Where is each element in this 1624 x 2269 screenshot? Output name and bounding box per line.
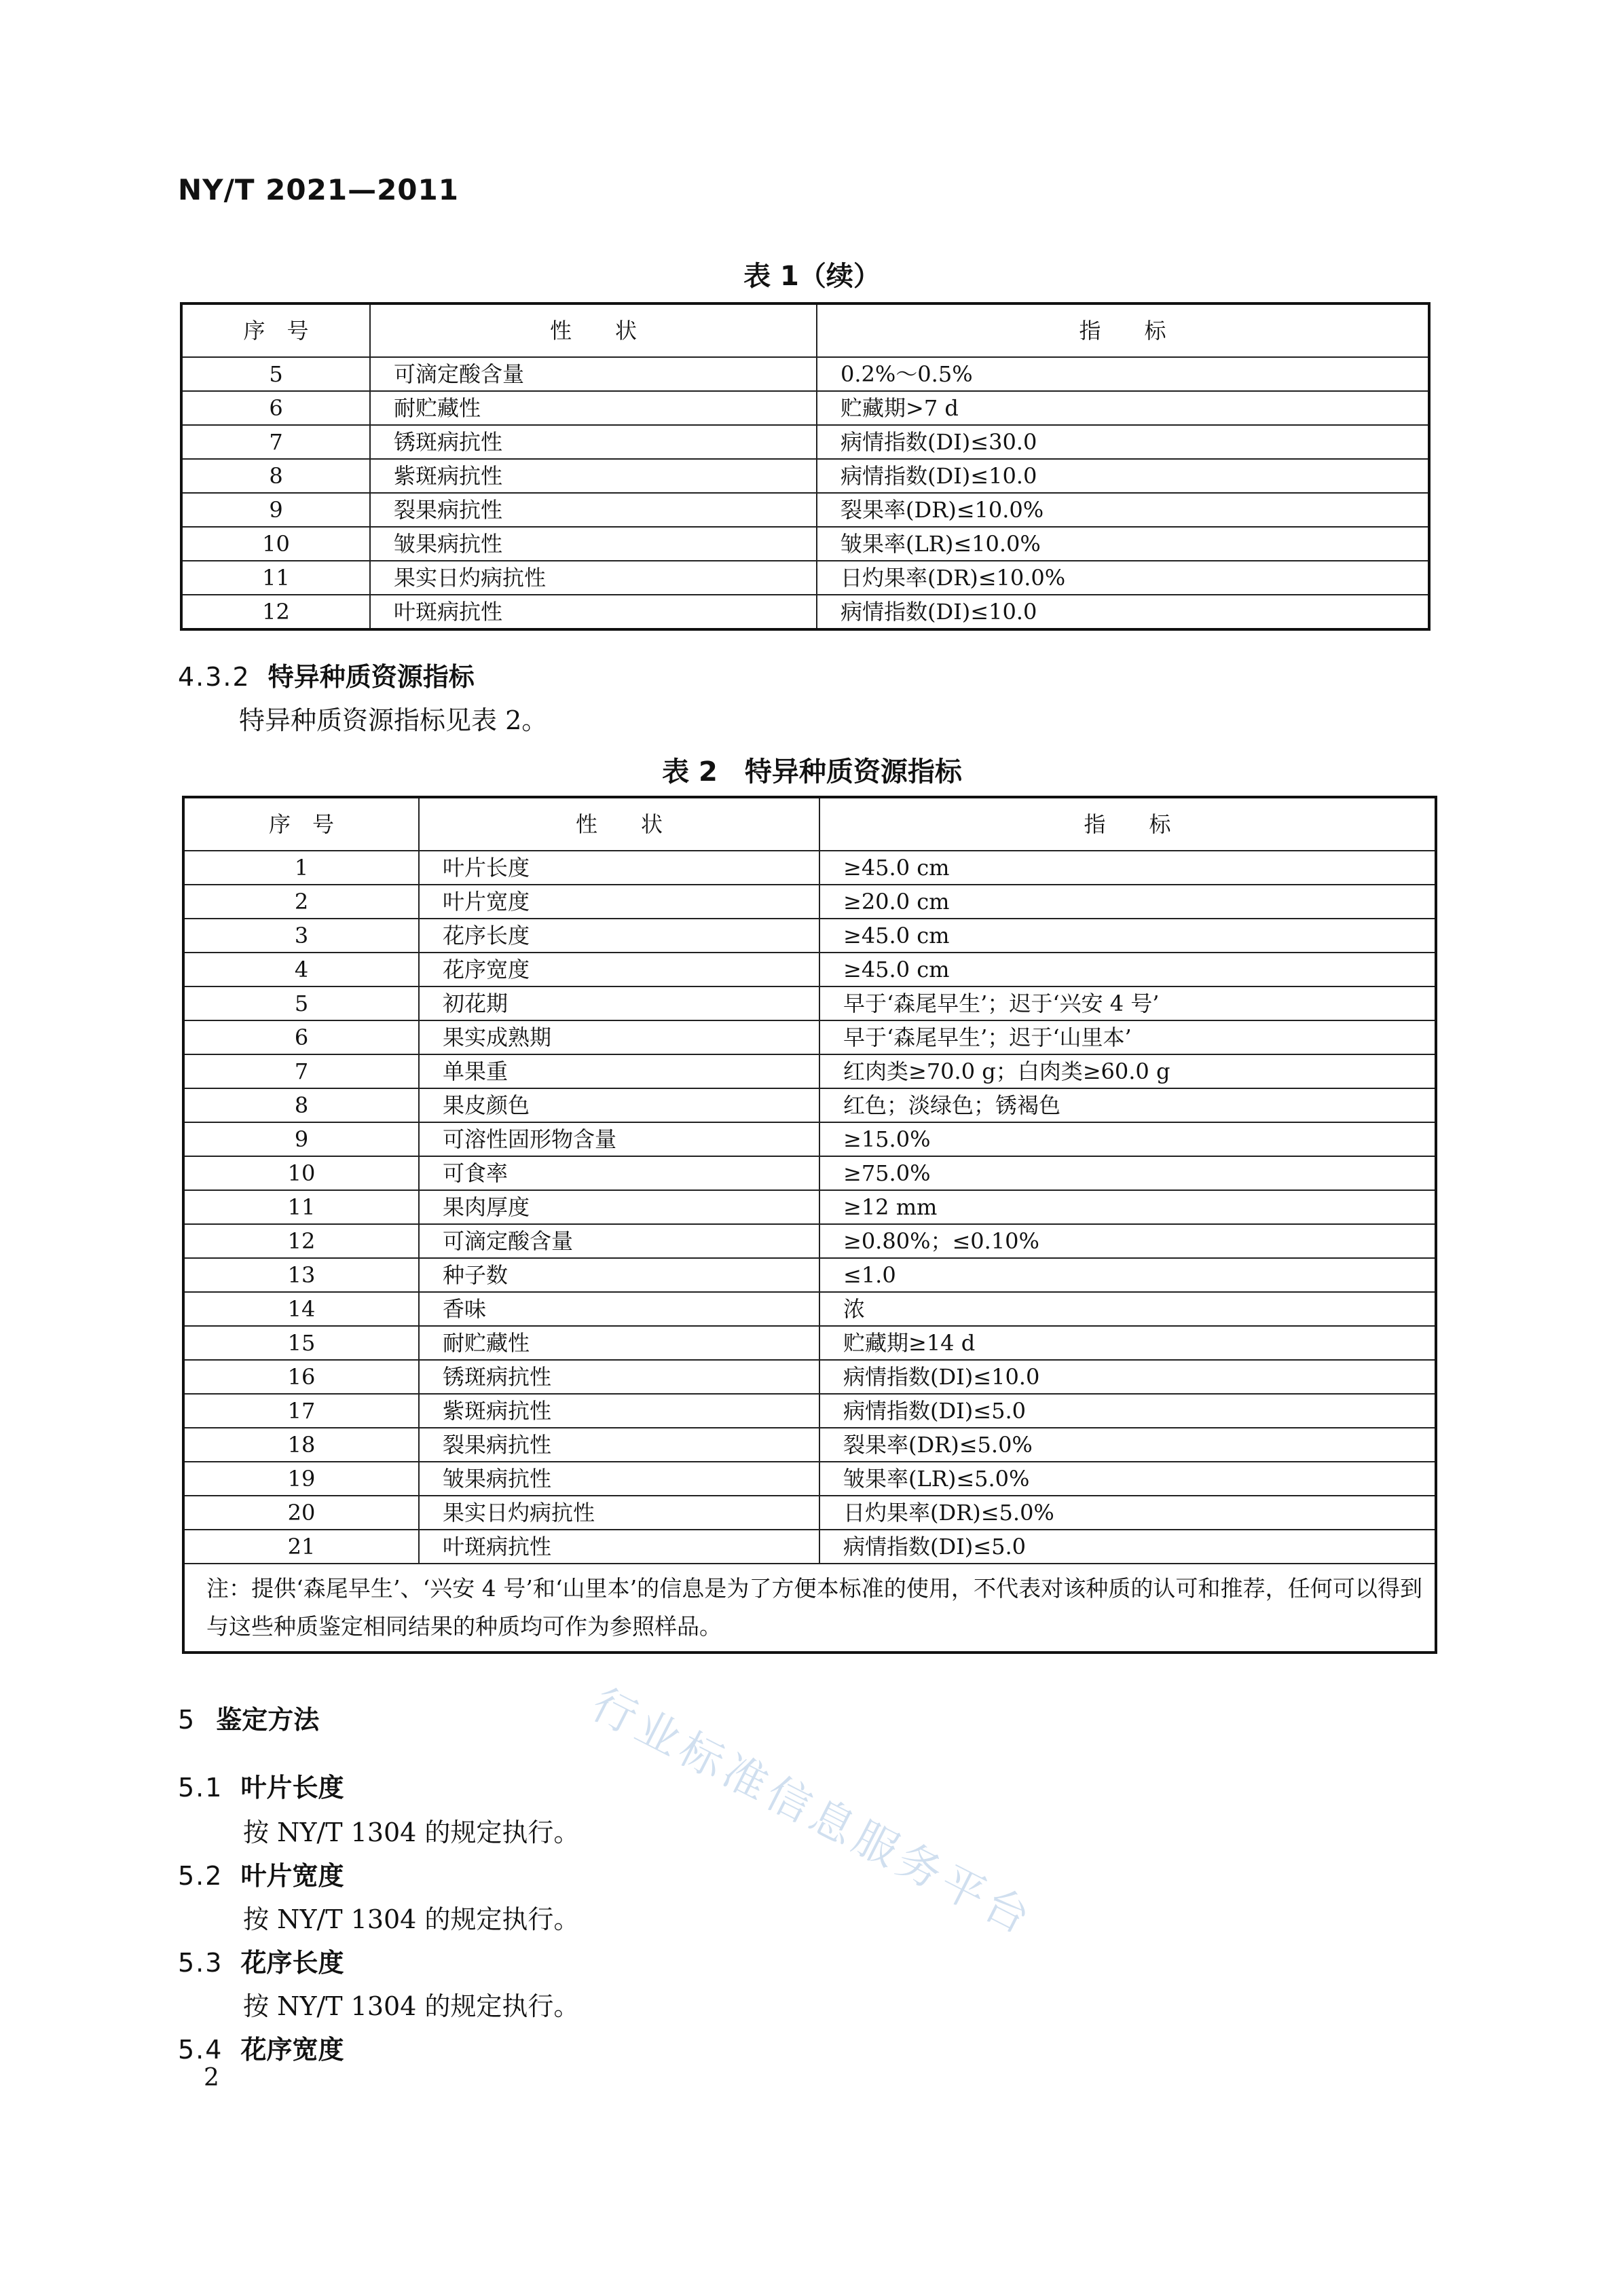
table1-cell-trait: 叶斑病抗性 [370,595,817,629]
table2-cell-no: 13 [183,1258,419,1292]
table2-cell-index: 裂果率(DR)≤5.0% [819,1428,1436,1462]
table2-cell-trait: 紫斑病抗性 [419,1394,819,1428]
table2-cell-trait: 花序宽度 [419,953,819,986]
subsection-number: 5.2 [178,1861,223,1891]
table2-row [183,1496,1436,1530]
table1-cell-no: 10 [181,527,370,561]
table2-row [183,1224,1436,1258]
table2-cell-trait: 果实日灼病抗性 [419,1496,819,1530]
table2-cell-index: 贮藏期≥14 d [819,1326,1436,1360]
standard-code: NY/T 2021—2011 [178,173,459,206]
table2-cell-trait: 叶片长度 [419,851,819,885]
table2-cell-no: 18 [183,1428,419,1462]
table1-cell-index: 病情指数(DI)≤10.0 [817,459,1429,493]
table2-cell-no: 2 [183,885,419,919]
subsection-5-3-heading [178,1942,344,1979]
subsection-number: 5.4 [178,2035,223,2065]
table2-col-header: 序 号 [183,797,419,851]
subsection-5-3-text: 按 NY/T 1304 的规定执行。 [243,1991,580,2021]
section-4-3-2-text: 特异种质资源指标见表 2。 [239,705,548,735]
section-title: 特异种质资源指标 [267,662,475,692]
table2-cell-index: 早于‘森尾早生’；迟于‘山里本’ [819,1020,1436,1054]
table2-cell-no: 17 [183,1394,419,1428]
table2-row [183,1326,1436,1360]
table2-row [183,1156,1436,1190]
table2-cell-index: 日灼果率(DR)≤5.0% [819,1496,1436,1530]
table1-cell-index: 病情指数(DI)≤30.0 [817,425,1429,459]
table2-cell-index: ≥45.0 cm [819,919,1436,953]
table2-cell-trait: 初花期 [419,986,819,1020]
table1-cell-no: 6 [181,391,370,425]
table2-header-row [183,797,1436,851]
table2-cell-trait: 耐贮藏性 [419,1326,819,1360]
subsection-5-2-text: 按 NY/T 1304 的规定执行。 [243,1904,580,1934]
table2-cell-index: 皱果率(LR)≤5.0% [819,1462,1436,1496]
table2-cell-no: 6 [183,1020,419,1054]
section-5-heading [178,1699,319,1736]
table2-cell-index: ≥45.0 cm [819,851,1436,885]
table2-cell-trait: 果肉厚度 [419,1190,819,1224]
table1-cell-trait: 可滴定酸含量 [370,357,817,391]
table2-row [183,986,1436,1020]
table2-cell-no: 9 [183,1122,419,1156]
table2-cell-trait: 种子数 [419,1258,819,1292]
table2-cell-trait: 叶斑病抗性 [419,1530,819,1564]
table1-cell-index: 病情指数(DI)≤10.0 [817,595,1429,629]
table2-cell-no: 1 [183,851,419,885]
table2-row [183,953,1436,986]
table2-note: 注：提供‘森尾早生’、‘兴安 4 号’和‘山里本’的信息是为了方便本标准的使用，不代表对该种质的认可和推荐，任何可以得到与这些种质鉴定相同结果的种质均可作为参照样品。 [183,1564,1436,1653]
table2-row [183,1360,1436,1394]
table1-cell-no: 11 [181,561,370,595]
table2-cell-no: 19 [183,1462,419,1496]
table2-cell-no: 5 [183,986,419,1020]
table2-cell-trait: 皱果病抗性 [419,1462,819,1496]
table1 [180,302,1431,631]
table2-row [183,1462,1436,1496]
table2-row [183,919,1436,953]
table2-cell-index: 早于‘森尾早生’；迟于‘兴安 4 号’ [819,986,1436,1020]
table2-cell-index: ≥20.0 cm [819,885,1436,919]
table2-col-header: 指 标 [819,797,1436,851]
table1-row [181,595,1429,629]
page-number: 2 [204,2064,219,2092]
table2-cell-no: 21 [183,1530,419,1564]
table2-cell-no: 20 [183,1496,419,1530]
table2-cell-trait: 裂果病抗性 [419,1428,819,1462]
table1-cell-index: 皱果率(LR)≤10.0% [817,527,1429,561]
table2-cell-index: 病情指数(DI)≤10.0 [819,1360,1436,1394]
table2-cell-index: ≥75.0% [819,1156,1436,1190]
subsection-5-2-heading [178,1855,344,1892]
table1-header-row [181,303,1429,357]
table1-cell-index: 日灼果率(DR)≤10.0% [817,561,1429,595]
table2-row [183,1122,1436,1156]
table2-cell-no: 10 [183,1156,419,1190]
table1-row [181,425,1429,459]
section-number: 5 [178,1705,196,1735]
table2-cell-no: 7 [183,1054,419,1088]
table2 [182,796,1437,1654]
table2-cell-trait: 香味 [419,1292,819,1326]
subsection-title: 叶片宽度 [240,1861,344,1891]
table2-row [183,1394,1436,1428]
subsection-title: 花序长度 [240,1948,344,1978]
table2-cell-index: ≥45.0 cm [819,953,1436,986]
subsection-5-1-text: 按 NY/T 1304 的规定执行。 [243,1818,580,1847]
table2-cell-index: ≥0.80%；≤0.10% [819,1224,1436,1258]
table2-row [183,885,1436,919]
table1-cell-no: 8 [181,459,370,493]
table1-row [181,357,1429,391]
table1-caption: 表 1（续） [743,261,881,292]
table2-cell-no: 14 [183,1292,419,1326]
table2-cell-index: 病情指数(DI)≤5.0 [819,1530,1436,1564]
subsection-number: 5.3 [178,1948,223,1978]
table2-cell-trait: 单果重 [419,1054,819,1088]
table2-row [183,1190,1436,1224]
table2-cell-trait: 果实成熟期 [419,1020,819,1054]
table1-cell-trait: 果实日灼病抗性 [370,561,817,595]
table1-cell-trait: 皱果病抗性 [370,527,817,561]
table2-row [183,1258,1436,1292]
table2-row [183,1530,1436,1564]
table2-cell-no: 12 [183,1224,419,1258]
subsection-5-4-heading [178,2029,344,2066]
table2-note-row [183,1564,1436,1653]
table1-row [181,459,1429,493]
table2-cell-trait: 叶片宽度 [419,885,819,919]
table2-row [183,1020,1436,1054]
table2-cell-index: 病情指数(DI)≤5.0 [819,1394,1436,1428]
watermark: 行业标准信息服务平台 [583,1679,1042,1947]
table2-cell-index: ≥15.0% [819,1122,1436,1156]
table2-cell-trait: 锈斑病抗性 [419,1360,819,1394]
table2-cell-no: 15 [183,1326,419,1360]
table2-caption: 表 2 特异种质资源指标 [662,756,962,788]
table2-cell-index: ≤1.0 [819,1258,1436,1292]
table1-cell-trait: 耐贮藏性 [370,391,817,425]
table2-cell-no: 4 [183,953,419,986]
table1-cell-no: 5 [181,357,370,391]
table2-cell-no: 16 [183,1360,419,1394]
table1-cell-trait: 锈斑病抗性 [370,425,817,459]
table1-col-header: 性 状 [370,303,817,357]
table2-cell-trait: 花序长度 [419,919,819,953]
subsection-title: 花序宽度 [240,2035,344,2065]
table2-cell-index: 浓 [819,1292,1436,1326]
table1-cell-trait: 紫斑病抗性 [370,459,817,493]
subsection-5-1-heading [178,1767,344,1804]
table1-cell-no: 7 [181,425,370,459]
table1-row [181,561,1429,595]
table2-cell-no: 8 [183,1088,419,1122]
table2-row [183,1428,1436,1462]
table1-cell-index: 0.2%～0.5% [817,357,1429,391]
table2-row [183,1054,1436,1088]
table2-cell-trait: 果皮颜色 [419,1088,819,1122]
table1-cell-no: 9 [181,493,370,527]
table1-cell-no: 12 [181,595,370,629]
section-4-3-2-heading [178,656,475,693]
table2-cell-no: 3 [183,919,419,953]
table1-row [181,493,1429,527]
table2-cell-trait: 可溶性固形物含量 [419,1122,819,1156]
table1-cell-index: 贮藏期>7 d [817,391,1429,425]
table2-cell-no: 11 [183,1190,419,1224]
table1-cell-index: 裂果率(DR)≤10.0% [817,493,1429,527]
table2-cell-index: 红肉类≥70.0 g；白肉类≥60.0 g [819,1054,1436,1088]
section-title: 鉴定方法 [216,1705,320,1735]
subsection-number: 5.1 [178,1773,223,1803]
table2-col-header: 性 状 [419,797,819,851]
table1-col-header: 序 号 [181,303,370,357]
table2-row [183,851,1436,885]
table1-row [181,391,1429,425]
table1-row [181,527,1429,561]
table2-row [183,1088,1436,1122]
table2-row [183,1292,1436,1326]
subsection-title: 叶片长度 [240,1773,344,1803]
table1-cell-trait: 裂果病抗性 [370,493,817,527]
table2-cell-index: ≥12 mm [819,1190,1436,1224]
table2-cell-trait: 可食率 [419,1156,819,1190]
table2-cell-trait: 可滴定酸含量 [419,1224,819,1258]
table1-col-header: 指 标 [817,303,1429,357]
section-number: 4.3.2 [178,662,251,692]
table2-cell-index: 红色；淡绿色；锈褐色 [819,1088,1436,1122]
